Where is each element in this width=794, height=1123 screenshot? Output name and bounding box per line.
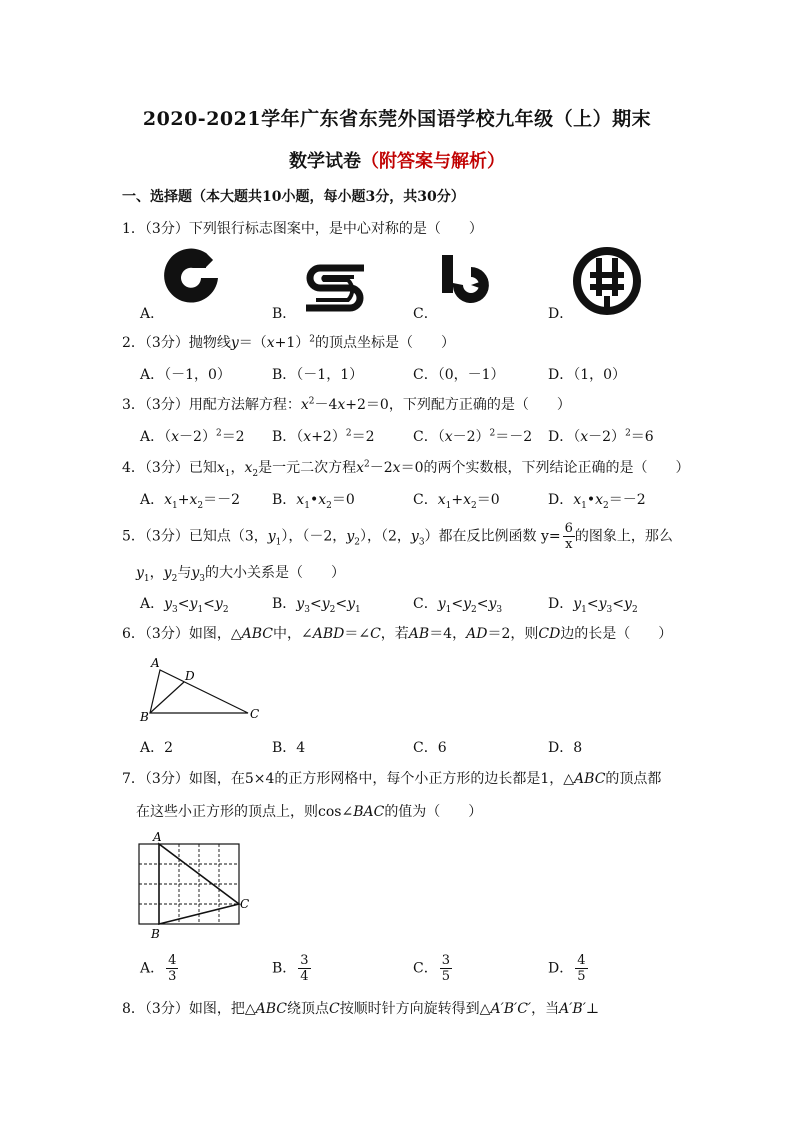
question-1-stem: 1．（3分）下列银行标志图案中，是中心对称的是（ ） (122, 221, 483, 237)
question-5-stem-line1: 5．（3分）已知点（3，$y_1$），（－2，$y_2$），（2，$y_3$）都在反比例函数 y= $\frac{6}{x}$ 的图象上，那么 (122, 521, 673, 552)
question-4-option-d[interactable]: D．$x_1•x_2=-2$ (548, 492, 646, 511)
question-8-stem: 8．（3分）如图，把△ABC绕顶点C按顺时针方向旋转得到△A′B′C′，当A′B′⊥ (122, 1001, 600, 1017)
question-2-option-c[interactable]: C．（0，－1） (413, 367, 505, 383)
section-heading: 一、选择题（本大题共10小题，每小题3分，共30分） (122, 189, 465, 205)
question-5-option-c[interactable]: C．$y_1<y_2<y_3$ (413, 596, 503, 615)
question-4-stem: 4．（3分）已知$x_1$，$x_2$是一元二次方程$x^2-2x=0$的两个实数根，下列结论正确的是（ ） (122, 459, 690, 479)
grid-triangle-figure (135, 830, 255, 940)
fraction-6-over-x: $\frac{6}{x}$ (564, 521, 573, 552)
question-2-option-d[interactable]: D．（1，0） (548, 367, 627, 383)
question-2-stem: 2．（3分）抛物线$y=(x+1)^2$的顶点坐标是（ ） (122, 334, 456, 351)
question-5-option-d[interactable]: D．$y_1<y_3<y_2$ (548, 596, 638, 615)
vertex-label-c: C (250, 707, 260, 721)
question-5-option-b[interactable]: B．$y_3<y_2<y_1$ (272, 596, 361, 615)
question-1-option-a[interactable]: A． (140, 306, 165, 322)
question-7-stem-line2: 在这些小正方形的顶点上，则cos∠BAC的值为（ ） (136, 804, 483, 820)
exam-title-line1: 2020-2021学年广东省东莞外国语学校九年级（上）期末 (142, 108, 652, 130)
exam-title-line2 (0, 147, 794, 173)
question-6-option-c[interactable]: C．6 (413, 740, 447, 756)
shengjing-bank-logo (298, 260, 372, 312)
title-answer-note: （附答案与解析） (361, 151, 505, 172)
question-7-stem-line1: 7．（3分）如图，在5×4的正方形网格中，每个小正方形的边长都是1，△ABC的顶点都 (122, 771, 662, 787)
question-7-option-d[interactable]: D． $\frac{4}{5}$ (548, 953, 586, 984)
question-2-option-a[interactable]: A．（－1，0） (140, 367, 231, 383)
vertex-label-a: A (153, 830, 162, 844)
china-construction-bank-logo (163, 248, 223, 308)
question-1-option-d[interactable]: D． (548, 306, 574, 322)
triangle-abc-figure (138, 652, 268, 724)
vertex-label-b: B (151, 927, 160, 940)
question-6-option-b[interactable]: B．4 (272, 740, 306, 756)
question-4-option-a[interactable]: A．$x_1+x_2=-2$ (140, 492, 241, 511)
vertex-label-a: A (151, 656, 160, 670)
vertex-label-d: D (185, 669, 195, 683)
question-1-option-b[interactable]: B． (272, 306, 297, 322)
question-3-option-d[interactable]: D．$(x-2)^2=6$ (548, 428, 654, 445)
question-4-option-b[interactable]: B．$x_1•x_2=0$ (272, 492, 355, 511)
question-3-option-c[interactable]: C．$(x-2)^2=-2$ (413, 428, 533, 445)
question-6-option-a[interactable]: A．2 (140, 740, 174, 756)
question-5-stem-line2: $y_1$，$y_2$与$y_3$的大小关系是（ ） (136, 565, 345, 584)
question-6-stem: 6．（3分）如图，△ABC中，∠ABD＝∠C，若AB＝4，AD＝2，则CD边的长是（ ） (122, 626, 673, 642)
question-3-stem: 3．（3分）用配方法解方程：$x^2-4x+2=0$，下列配方正确的是（ ） (122, 396, 571, 413)
title-subject: 数学试卷 (289, 151, 361, 172)
question-1-option-c[interactable]: C． (413, 306, 438, 322)
question-4-option-c[interactable]: C．$x_1+x_2=0$ (413, 492, 500, 511)
question-6-option-d[interactable]: D．8 (548, 740, 583, 756)
question-3-option-b[interactable]: B．$(x+2)^2=2$ (272, 428, 375, 445)
bank-of-communications-logo (440, 253, 492, 311)
vertex-label-c: C (240, 897, 250, 911)
agricultural-bank-logo (572, 246, 642, 316)
question-7-option-c[interactable]: C． $\frac{3}{5}$ (413, 953, 450, 984)
question-7-option-a[interactable]: A． $\frac{4}{3}$ (140, 953, 177, 984)
question-2-option-b[interactable]: B．（－1，1） (272, 367, 364, 383)
vertex-label-b: B (140, 710, 149, 724)
question-3-option-a[interactable]: A．$(x-2)^2=2$ (140, 428, 245, 445)
question-5-option-a[interactable]: A．$y_3<y_1<y_2$ (140, 596, 229, 615)
question-7-option-b[interactable]: B． $\frac{3}{4}$ (272, 953, 309, 984)
